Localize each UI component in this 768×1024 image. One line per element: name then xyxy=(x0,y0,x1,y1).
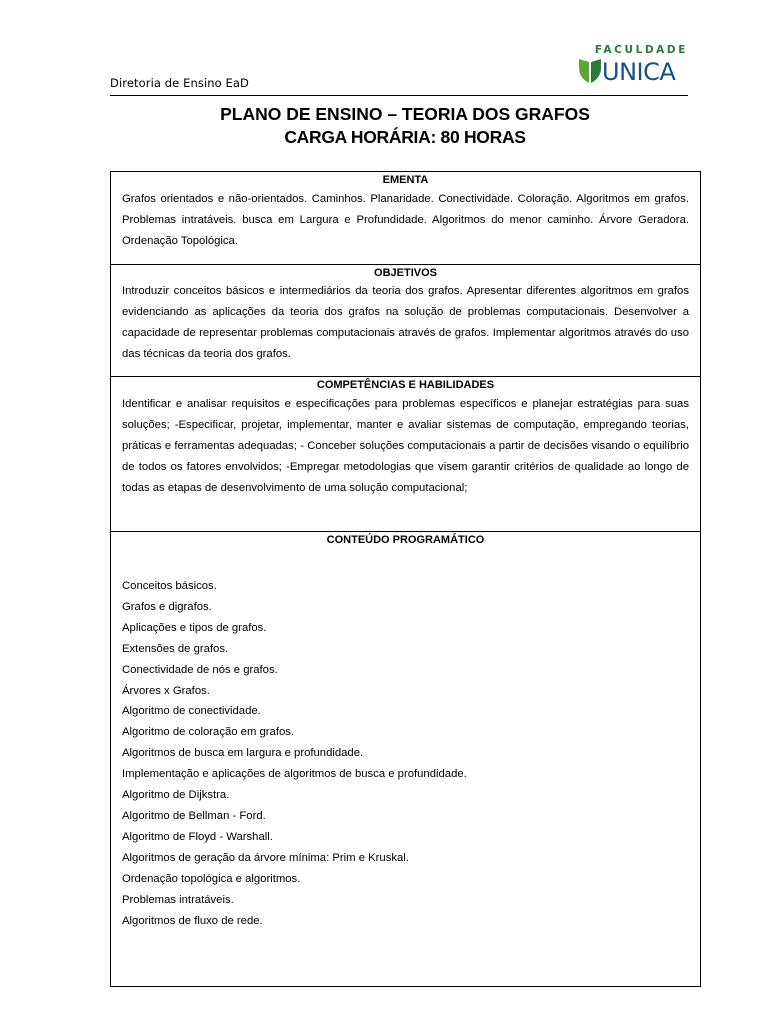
list-item: Algoritmo de coloração em grafos. xyxy=(122,726,295,739)
list-item: Algoritmo de Floyd - Warshall. xyxy=(122,830,273,843)
header-divider xyxy=(110,95,688,96)
department-label: Diretoria de Ensino EaD xyxy=(110,76,249,90)
list-item: Árvores x Grafos. xyxy=(122,684,210,697)
content-list xyxy=(122,576,689,931)
page-subtitle: CARGA HORÁRIA: 80 HORAS xyxy=(284,127,526,147)
section-heading: COMPETÊNCIAS E HABILIDADES xyxy=(316,379,495,391)
page-header xyxy=(110,40,688,97)
section-ementa xyxy=(111,172,700,265)
section-competencias xyxy=(111,377,700,532)
list-item: Aplicações e tipos de grafos. xyxy=(122,621,267,634)
logo-unica-text: UNICA xyxy=(602,58,676,86)
section-heading: EMENTA xyxy=(382,174,429,186)
list-item: Algoritmo de Dijkstra. xyxy=(122,789,230,802)
section-objetivos xyxy=(111,265,700,377)
shield-icon xyxy=(578,58,602,84)
list-item: Implementação e aplicações de algoritmos de busca e profundidade. xyxy=(122,768,467,781)
list-item: Algoritmo de conectividade. xyxy=(122,705,261,718)
list-item: Problemas intratáveis. xyxy=(122,893,234,906)
syllabus-table xyxy=(110,171,701,987)
section-text: Grafos orientados e não-orientados. Caminhos. Planaridade. Conectividade. Coloração. Algoritmos em grafos. Problemas intratáveis. busca em Largura e Profundidade. Algoritmos do menor caminho. Árvore Geradora. Ordenação Topológica. xyxy=(122,193,689,247)
list-item: Ordenação topológica e algoritmos. xyxy=(122,872,301,885)
list-item: Grafos e digrafos. xyxy=(122,600,212,613)
list-item: Algoritmos de busca em largura e profundidade. xyxy=(122,747,364,760)
section-text: Identificar e analisar requisitos e especificações para problemas específicos e planejar estratégias para suas soluções; -Especificar, projetar, implementar, manter e avaliar sistemas de computação, empregando teorias, práticas e ferramentas adequadas; - Conceber soluções computacionais a partir de decisões visando o equilíbrio de todos os fatores envolvidos; -Empregar metodologias que visem garantir critérios de qualidade ao longo de todas as etapas de desenvolvimento de uma solução computacional; xyxy=(122,398,689,494)
section-conteudo xyxy=(111,532,700,986)
list-item: Algoritmos de fluxo de rede. xyxy=(122,914,263,927)
faculdade-unica-logo xyxy=(578,44,696,88)
page-title: PLANO DE ENSINO – TEORIA DOS GRAFOS xyxy=(220,104,590,124)
list-item: Conectividade de nós e grafos. xyxy=(122,663,278,676)
section-text: Introduzir conceitos básicos e intermediários da teoria dos grafos. Apresentar diferentes algoritmos em grafos evidenciando as aplicações da teoria dos grafos na solução de problemas computacionais. Desenvolver a capacidade de representar problemas computacionais através de grafos. Implementar algoritmos através do uso das técnicas da teoria dos grafos. xyxy=(122,285,689,360)
logo-faculdade-text: FACULDADE xyxy=(594,44,688,56)
list-item: Algoritmos de geração da árvore mínima: Prim e Kruskal. xyxy=(122,851,409,864)
section-heading: CONTEÚDO PROGRAMÁTICO xyxy=(326,534,485,546)
list-item: Extensões de grafos. xyxy=(122,642,229,655)
list-item: Algoritmo de Bellman - Ford. xyxy=(122,809,266,822)
section-heading: OBJETIVOS xyxy=(374,267,437,279)
list-item: Conceitos básicos. xyxy=(122,580,217,592)
